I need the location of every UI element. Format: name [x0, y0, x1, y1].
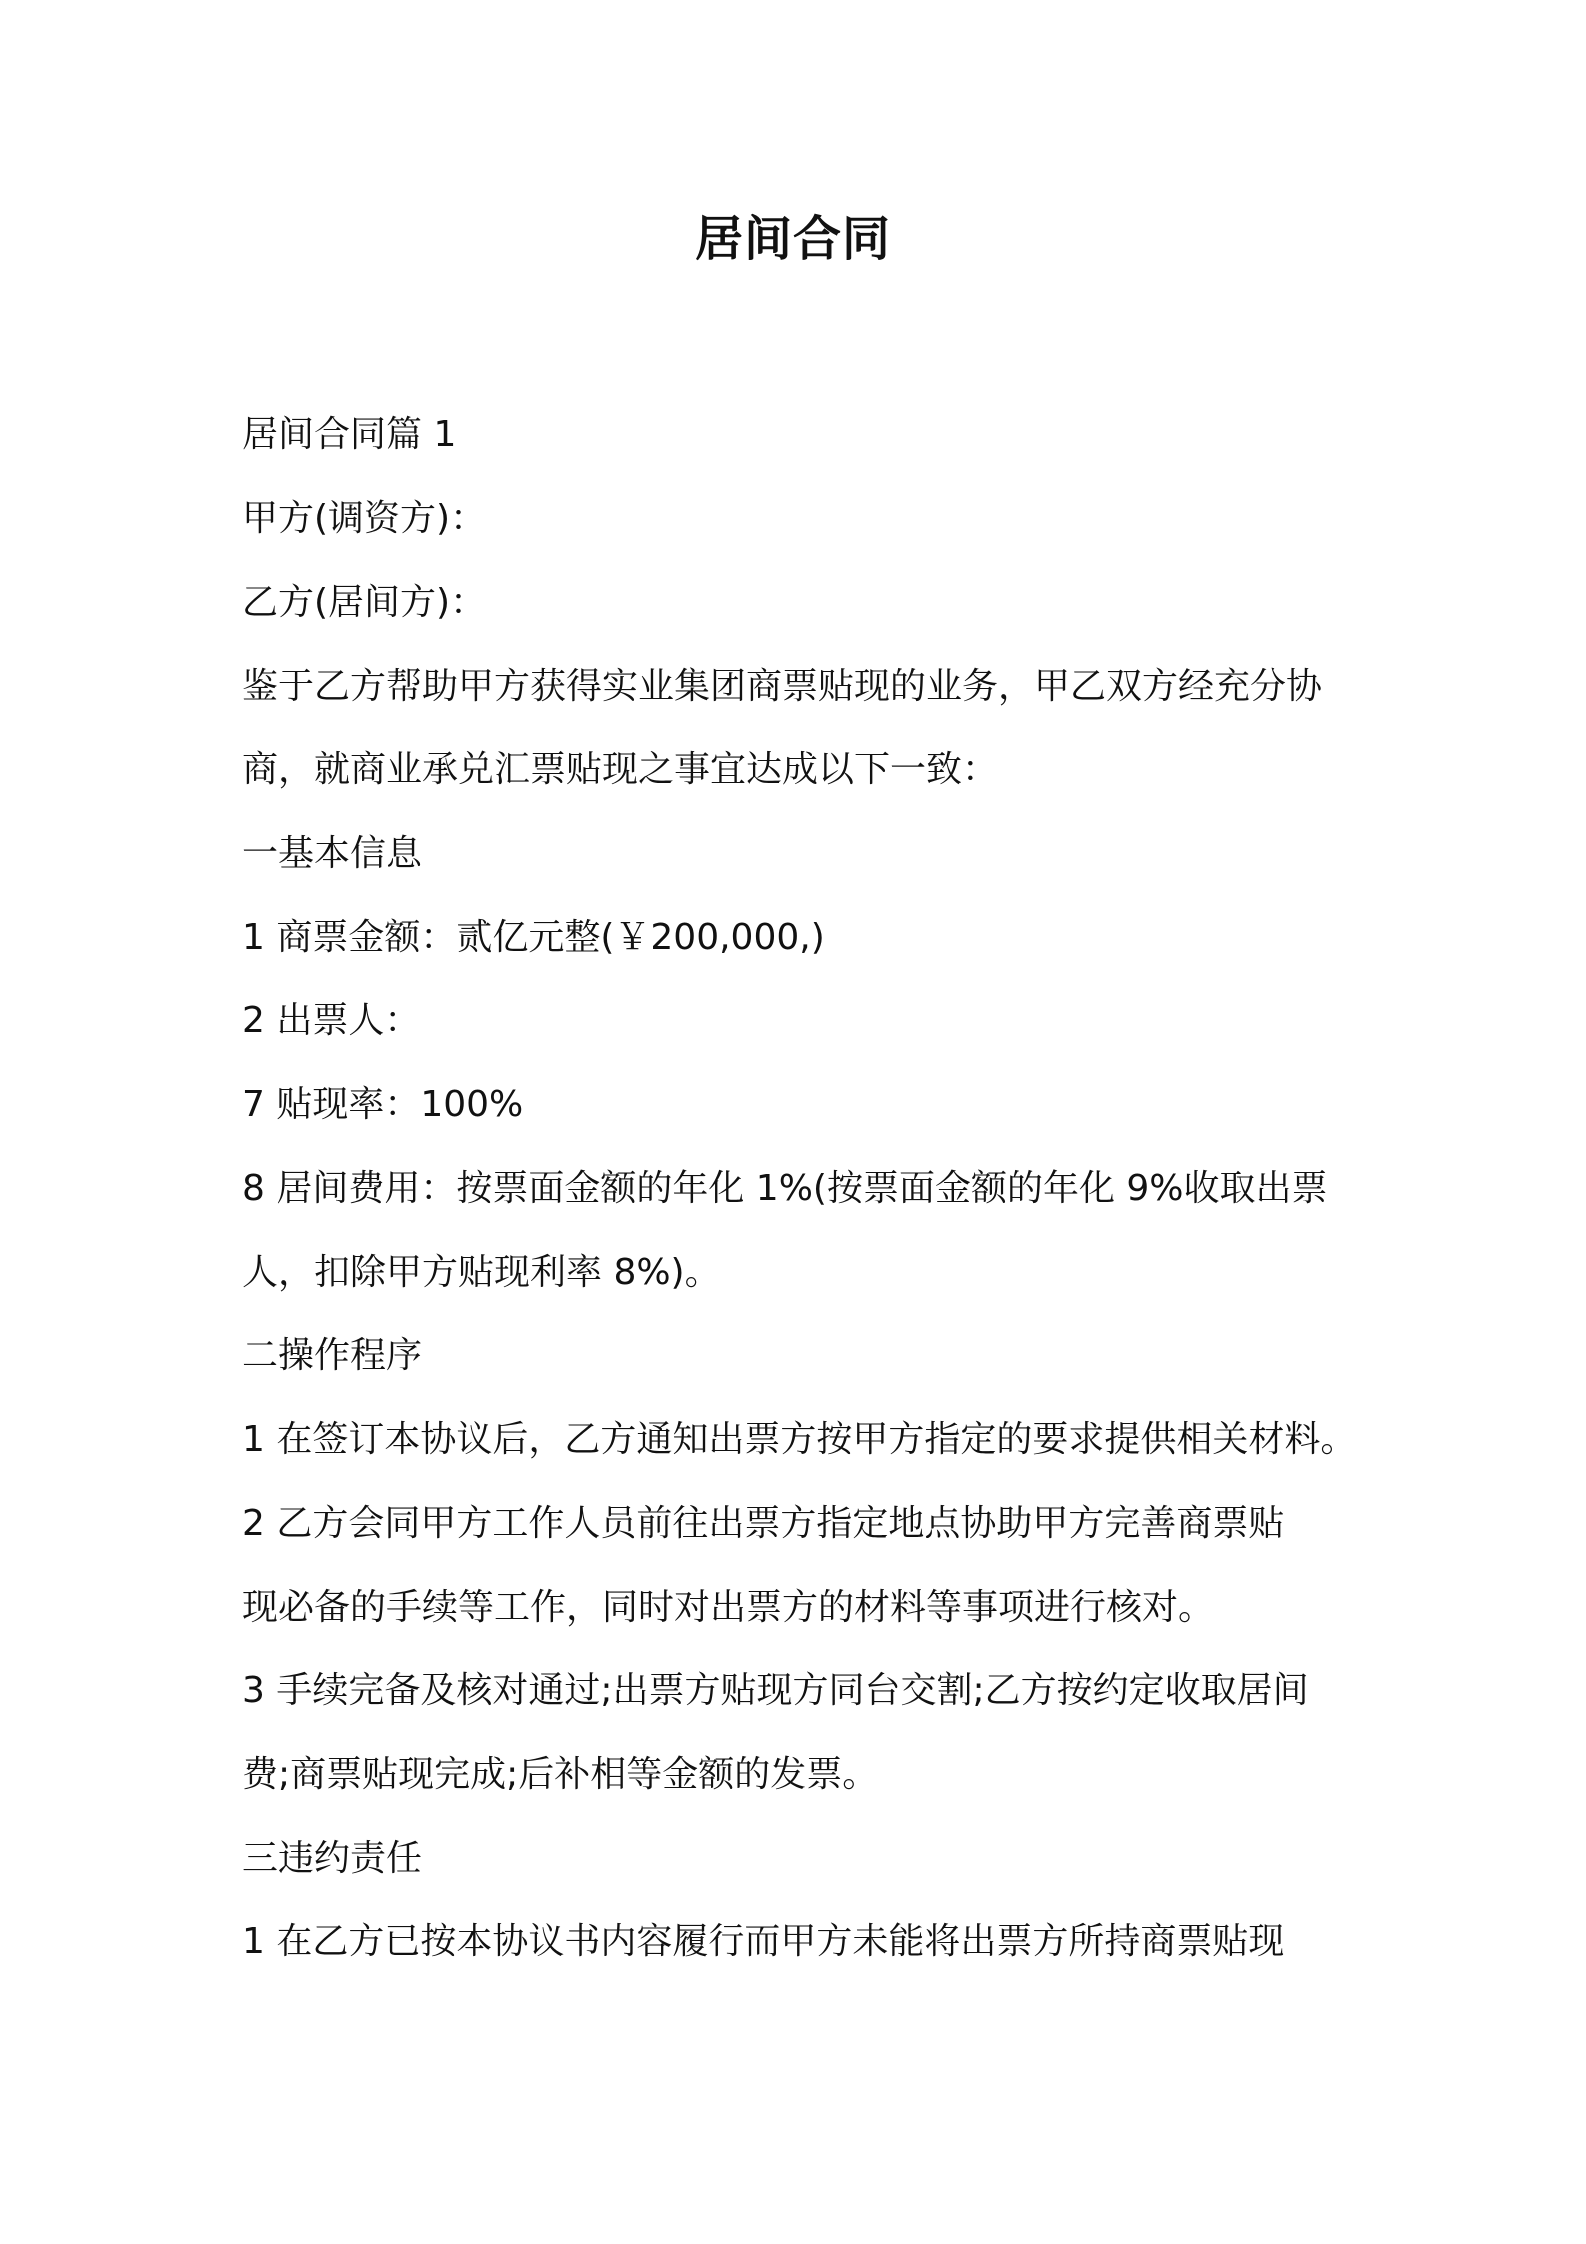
procedure-item-3-line-2: 费;商票贴现完成;后补相等金额的发票。: [242, 1754, 879, 1795]
procedure-item-3-line-1: 3 手续完备及核对通过;出票方贴现方同台交割;乙方按约定收取居间: [242, 1670, 1309, 1711]
clause-brokerage-fee-line-2: 人，扣除甲方贴现利率 8%)。: [242, 1252, 721, 1293]
party-a-line: 甲方(调资方)：: [242, 498, 487, 539]
procedure-item-1: 1 在签订本协议后，乙方通知出票方按甲方指定的要求提供相关材料。: [242, 1419, 1357, 1460]
procedure-item-2-line-2: 现必备的手续等工作，同时对出票方的材料等事项进行核对。: [242, 1587, 1215, 1628]
document-title: 居间合同: [694, 211, 891, 267]
section-heading-procedure: 二操作程序: [242, 1335, 423, 1376]
preamble-line-2: 商，就商业承兑汇票贴现之事宜达成以下一致：: [242, 749, 999, 790]
procedure-item-2-line-1: 2 乙方会同甲方工作人员前往出票方指定地点协助甲方完善商票贴: [242, 1503, 1285, 1544]
clause-drawer: 2 出票人：: [242, 1000, 421, 1041]
party-b-line: 乙方(居间方)：: [242, 582, 487, 623]
clause-bill-amount: 1 商票金额：贰亿元整(￥200,000,): [242, 917, 825, 958]
section-heading-liability: 三违约责任: [242, 1838, 423, 1879]
liability-item-1: 1 在乙方已按本协议书内容履行而甲方未能将出票方所持商票贴现: [242, 1921, 1285, 1962]
preamble-line-1: 鉴于乙方帮助甲方获得实业集团商票贴现的业务，甲乙双方经充分协: [242, 666, 1323, 707]
section-heading-part-1: 居间合同篇 1: [242, 414, 457, 455]
clause-discount-rate: 7 贴现率：100%: [242, 1084, 524, 1125]
clause-brokerage-fee-line-1: 8 居间费用：按票面金额的年化 1%(按票面金额的年化 9%收取出票: [242, 1168, 1328, 1209]
section-heading-basic-info: 一基本信息: [242, 833, 423, 874]
